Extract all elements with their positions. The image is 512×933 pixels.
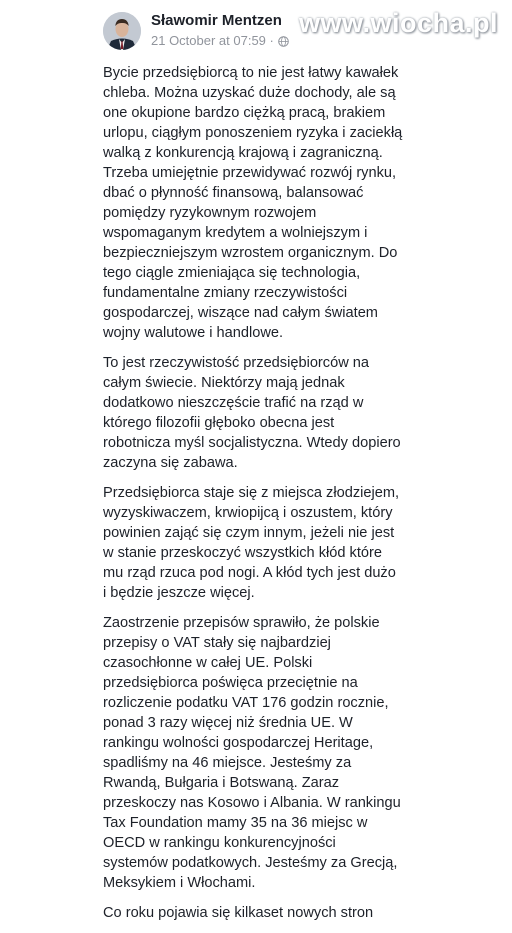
site-watermark: www.wiocha.pl	[298, 8, 498, 38]
globe-icon[interactable]	[278, 35, 289, 46]
post-meta	[151, 33, 289, 48]
avatar-image	[103, 12, 141, 50]
post-paragraph: Zaostrzenie przepisów sprawiło, że polskie przepisy o VAT stały się najbardziej czasochłonne w całej UE. Polski przedsiębiorca poświęca przeciętnie na rozliczenie podatku VAT 176 godzin rocznie, ponad 3 razy więcej niż średnia UE. W rankingu wolności gospodarczej Heritage, spadliśmy na 46 miejsce. Jesteśmy za Rwandą, Bułgaria i Botswaną. Zaraz przeskoczy nas Kosowo i Albania. W rankingu Tax Foundation mamy 35 na 36 miejsc w OECD w rankingu konkurencyjności systemów podatkowych. Jesteśmy za Grecją, Meksykiem i Włochami.	[103, 615, 401, 891]
post-paragraph: Co roku pojawia się kilkaset nowych stron	[103, 905, 374, 921]
post-paragraph: Bycie przedsiębiorcą to nie jest łatwy kawałek chleba. Można uzyskać duże dochody, ale są one okupione bardzo ciężką pracą, brakiem urlopu, ciągłym ponoszeniem ryzyka i zaciekłą walką z konkurencją krajową i zagraniczną. Trzeba umiejętnie przewidywać rozwój rynku, dbać o płynność finansową, balansować pomiędzy ryzykownym rozwojem wspomaganym kredytem a wolniejszym i bezpieczniejszym wzrostem organicznym. Do tego ciągle zmieniająca się technologia, fundamentalne zmiany rzeczywistości gospodarczej, wiszące nad całym światem wojny walutowe i handlowe.	[103, 65, 403, 341]
post-header	[0, 0, 512, 62]
post-timestamp[interactable]: 21 October at 07:59 ·	[151, 33, 274, 48]
author-avatar[interactable]	[103, 12, 141, 50]
post-body	[103, 63, 403, 933]
author-name[interactable]: Sławomir Mentzen	[151, 12, 282, 29]
post-paragraph: To jest rzeczywistość przedsiębiorców na całym świecie. Niektórzy mają jednak dodatkowo nieszczęście trafić na rząd w którego filozofii głęboko obecna jest robotnicza myśl socjalistyczna. Wtedy dopiero zaczyna się zabawa.	[103, 355, 401, 471]
post-paragraph: Przedsiębiorca staje się z miejsca złodziejem, wyzyskiwaczem, krwiopijcą i oszustem, który powinien zająć się czym innym, jeżeli nie jest w stanie przeskoczyć wszystkich kłód które mu rząd rzuca pod nogi. A kłód tych jest dużo i będzie jeszcze więcej.	[103, 485, 400, 601]
